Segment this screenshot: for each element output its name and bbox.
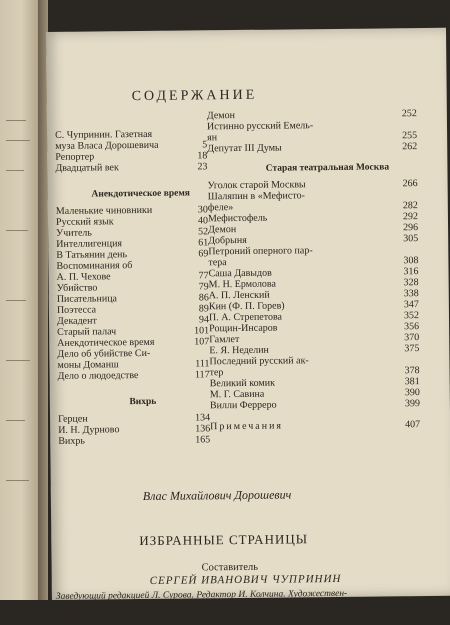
section-heading: Вихрь <box>129 396 157 408</box>
entry-page: 352 <box>403 310 420 322</box>
entry-page: 107 <box>194 336 210 348</box>
entry-title: муза Власа Дорошевича <box>55 139 159 152</box>
entry-page: 370 <box>404 332 420 344</box>
entry-page: 266 <box>402 178 418 190</box>
entry-title: Русский язык <box>55 216 114 228</box>
entry-page: 378 <box>404 365 420 377</box>
credits-line: Фомы. Корректоры З. Кулемина, В. Ч... <box>56 612 217 624</box>
entry-page: 282 <box>402 200 418 212</box>
entry-title: Добрыня <box>208 234 247 247</box>
entry-title: Демон <box>208 224 237 236</box>
entry-title: В Татьянин день <box>56 249 128 261</box>
left-page-text-line <box>6 140 30 141</box>
entry-page: 30 <box>197 204 208 216</box>
entry-title: Герцен <box>57 413 88 425</box>
entry-page: 381 <box>404 376 420 388</box>
contents-title: СОДЕРЖАНИЕ <box>131 87 258 105</box>
entry-title: Интеллигенция <box>56 238 123 250</box>
entry-title: Демон <box>206 110 236 122</box>
entry-page: 89 <box>198 303 209 315</box>
entry-page: 338 <box>403 288 419 300</box>
entry-page: 61 <box>198 237 209 249</box>
entry-title: Кин (Ф. П. Горев) <box>208 300 285 313</box>
entry-title: С. Чупринин. Газетная <box>55 128 153 141</box>
left-page-text-line <box>6 300 26 301</box>
entry-title: Анекдотическое время <box>57 336 155 349</box>
entry-title: А. П. Чехове <box>56 271 111 283</box>
entry-page: 111 <box>195 358 210 370</box>
entry-page: 5 <box>202 139 208 151</box>
entry-title: Е. Я. Неделин <box>209 344 269 357</box>
entry-title: Гамлет <box>209 333 240 346</box>
left-page-text-line <box>6 420 25 421</box>
entry-page: 52 <box>198 226 209 238</box>
left-page-text-line <box>6 120 26 121</box>
entry-page: 407 <box>405 419 421 431</box>
entry-page: 316 <box>403 266 419 278</box>
entry-title: тер <box>209 367 224 379</box>
contents-right-column <box>207 108 450 432</box>
left-page-text-line <box>6 230 28 231</box>
credits-line: Заведующий редакцией Л. Сурова. Редактор И. Колчина. Художествен- <box>55 588 348 602</box>
entry-title: моны Доманш <box>57 359 119 371</box>
book-title: ИЗБРАННЫЕ СТРАНИЦЫ <box>139 531 309 549</box>
left-page-text-line <box>6 360 30 361</box>
entry-page: 296 <box>403 222 419 234</box>
entry-title: Репортер <box>55 151 95 163</box>
entry-page: 328 <box>403 277 419 289</box>
entry-title: И. Н. Дурново <box>58 424 120 436</box>
entry-title: Депутат III Думы <box>207 142 282 155</box>
author-name: Влас Михайлович Дорошевич <box>142 487 292 504</box>
entry-title: Петроний оперного пар- <box>208 245 313 258</box>
entry-title: Декадент <box>56 315 97 327</box>
entry-page: 79 <box>198 281 209 293</box>
entry-title: Мефистофель <box>207 212 268 225</box>
entry-title: Писательница <box>56 293 118 305</box>
entry-page: 356 <box>404 321 420 333</box>
entry-title: ян <box>207 132 218 144</box>
entry-page: 101 <box>194 325 210 337</box>
entry-title: Дело о людоедстве <box>57 370 139 382</box>
entry-page: 134 <box>194 412 211 424</box>
entry-title: Учитель <box>56 227 92 239</box>
entry-title: феле» <box>207 202 234 214</box>
credits-line: ный редактор И. Сайко. Технические редакторы Г. Смирнова, Л. Е. <box>55 600 330 613</box>
entry-title: М. Н. Ермолова <box>208 278 277 291</box>
entry-title: Двадцатый век <box>55 162 119 174</box>
entry-page: 262 <box>402 141 418 153</box>
entry-page: 40 <box>197 215 209 227</box>
entry-page: 165 <box>195 434 211 446</box>
entry-page: 399 <box>404 398 420 410</box>
compiler-label: Составитель <box>201 561 259 574</box>
entry-title: П. А. Стрепетова <box>208 311 283 324</box>
entry-page: 255 <box>402 130 418 142</box>
entry-title: тера <box>208 257 227 269</box>
entry-title: Уголок старой Москвы <box>207 179 306 192</box>
entry-title: Дело об убийстве Си- <box>57 347 151 360</box>
entry-title: Вихрь <box>58 435 85 447</box>
entry-title: Великий комик <box>209 377 275 390</box>
contents-page <box>46 28 450 624</box>
section-heading: Старая театральная Москва <box>265 162 390 174</box>
contents-left-column <box>55 128 228 447</box>
entry-page: 86 <box>198 292 209 304</box>
entry-title: Поэтесса <box>56 304 97 316</box>
entry-title: Маленькие чиновники <box>55 204 153 217</box>
entry-page: 375 <box>404 343 420 355</box>
contents-entry <box>55 161 225 174</box>
entry-title: А. П. Ленский <box>208 289 270 302</box>
contents-entry <box>58 369 228 382</box>
contents-entry <box>58 434 228 447</box>
entry-page: 94 <box>198 314 210 326</box>
entry-title: Последний русский ак- <box>209 355 309 368</box>
entry-title: Рощин-Инсаров <box>209 322 278 335</box>
left-page-edge <box>0 0 38 600</box>
section-heading: Анекдотическое время <box>91 188 190 200</box>
credits-block <box>56 588 450 625</box>
entry-page: 305 <box>403 233 419 245</box>
entry-page: 347 <box>403 299 419 311</box>
entry-title: Саша Давыдов <box>208 267 272 280</box>
entry-page: 292 <box>402 211 419 223</box>
entry-page: 18 <box>197 150 208 162</box>
entry-title: Шаляпин в «Мефисто- <box>207 190 305 203</box>
entry-page: 77 <box>198 270 209 282</box>
entry-page: 308 <box>403 255 419 267</box>
entry-title: Старый палач <box>57 326 117 338</box>
entry-title: Воспоминания об <box>56 260 133 272</box>
entry-title: Примечания <box>210 420 284 433</box>
entry-title: Вилли Ферреро <box>209 399 277 412</box>
entry-page: 252 <box>401 108 417 120</box>
entry-title: М. Г. Савина <box>209 388 265 401</box>
entry-title: Истинно русский Емель- <box>206 120 314 133</box>
entry-page: 69 <box>198 248 209 260</box>
entry-page: 136 <box>195 423 211 435</box>
left-page-text-line <box>6 170 24 171</box>
left-page-text-line <box>6 480 29 481</box>
entry-page: 23 <box>197 161 208 173</box>
entry-page: 117 <box>194 369 210 381</box>
entry-page: 390 <box>404 387 420 399</box>
entry-title: Убийство <box>56 282 98 294</box>
compiler-name: СЕРГЕЙ ИВАНОВИЧ ЧУПРИНИН <box>149 572 342 587</box>
contents-entry <box>210 419 450 433</box>
